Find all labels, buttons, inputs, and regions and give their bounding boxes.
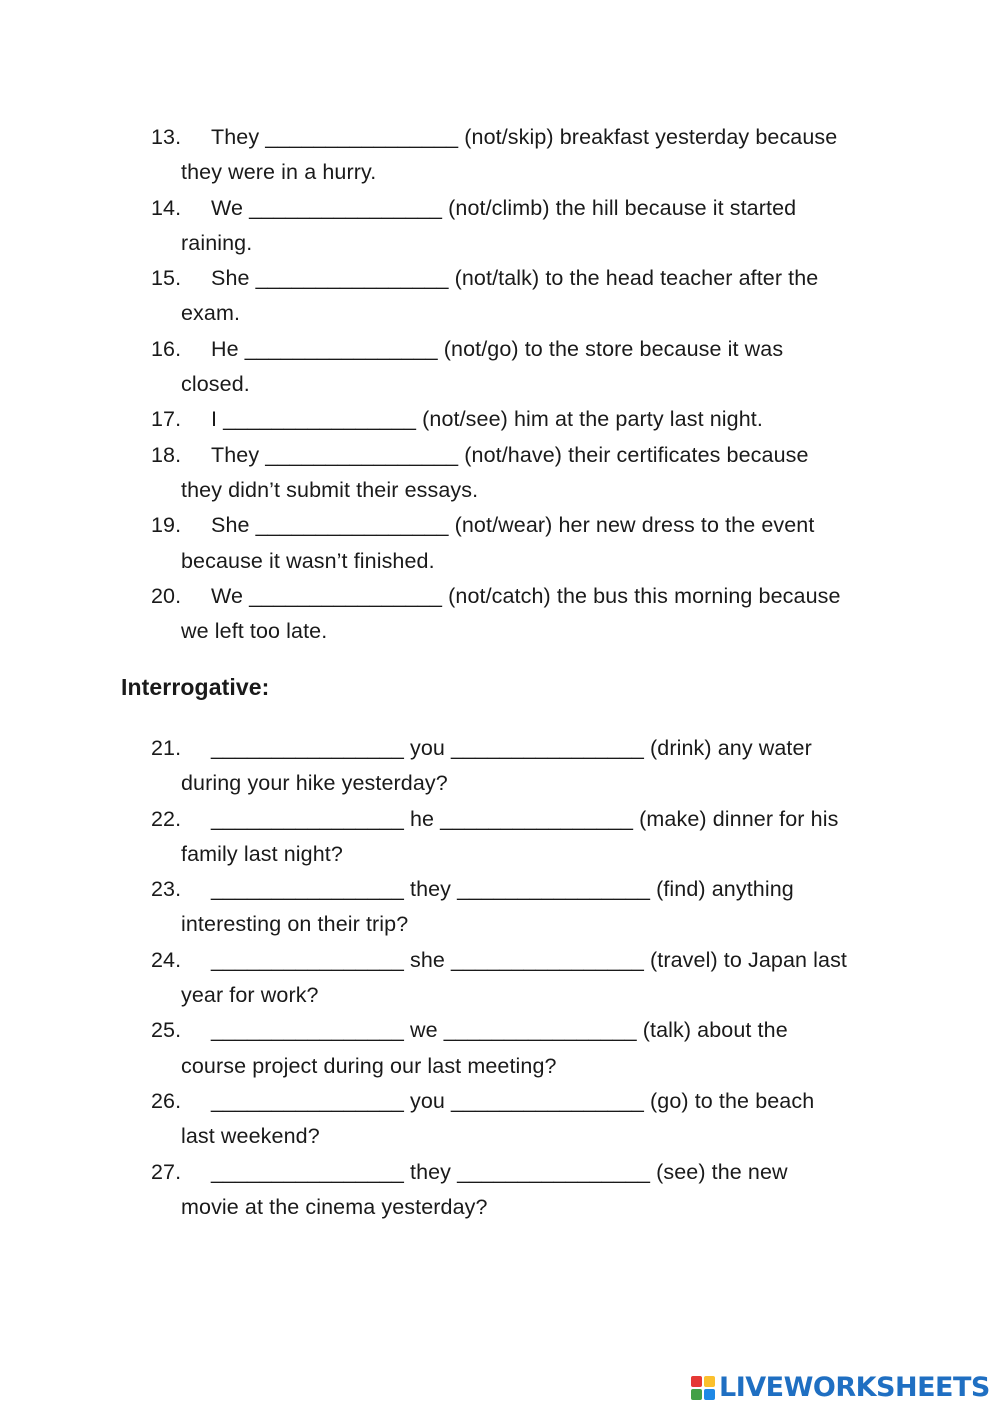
exercise-item-16: [151, 332, 891, 403]
exercise-item-14: [151, 191, 891, 262]
item-text-continued: family last night?: [181, 841, 343, 866]
item-text: ________________ they ________________ (see) the new: [211, 1159, 788, 1184]
liveworksheets-brand: [690, 1372, 990, 1404]
logo-square: [691, 1389, 702, 1400]
item-text: ________________ you ________________ (go) to the beach: [211, 1088, 815, 1113]
item-number: 27.: [151, 1159, 182, 1184]
item-text: We ________________ (not/catch) the bus this morning because: [211, 583, 841, 608]
item-text-continued: interesting on their trip?: [181, 912, 409, 937]
item-text-continued: we left too late.: [181, 619, 328, 644]
exercise-item-27: [151, 1155, 891, 1226]
item-text: I ________________ (not/see) him at the party last night.: [211, 407, 763, 432]
exercise-item-24: [151, 943, 891, 1014]
liveworksheets-logo-icon: [690, 1375, 716, 1401]
item-number: 22.: [151, 806, 182, 831]
item-text-continued: they didn’t submit their essays.: [181, 477, 479, 502]
item-text: ________________ she ________________ (travel) to Japan last: [211, 947, 847, 972]
item-text: ________________ they ________________ (find) anything: [211, 877, 794, 902]
item-text-continued: course project during our last meeting?: [181, 1053, 557, 1078]
item-text: We ________________ (not/climb) the hill because it started: [211, 195, 797, 220]
interrogative-exercise-list: [151, 731, 891, 1225]
item-text: ________________ you ________________ (drink) any water: [211, 736, 812, 760]
item-text: She ________________ (not/talk) to the head teacher after the: [211, 266, 819, 291]
item-text-continued: because it wasn’t finished.: [181, 548, 435, 573]
exercise-item-26: [151, 1084, 891, 1155]
exercise-item-15: [151, 261, 891, 332]
item-text: She ________________ (not/wear) her new dress to the event: [211, 513, 815, 538]
item-text: They ________________ (not/have) their certificates because: [211, 442, 809, 467]
brand-wordmark: LIVEWORKSHEETS: [719, 1372, 990, 1403]
exercise-item-23: [151, 872, 891, 943]
logo-square: [704, 1376, 715, 1387]
item-number: 18.: [151, 442, 182, 467]
item-number: 17.: [151, 407, 182, 432]
exercise-item-13: [151, 120, 891, 191]
item-number: 26.: [151, 1088, 182, 1113]
item-text-continued: last weekend?: [181, 1124, 320, 1149]
interrogative-heading: Interrogative:: [121, 674, 270, 700]
item-text: ________________ he ________________ (make) dinner for his: [211, 806, 839, 831]
item-number: 16.: [151, 336, 182, 361]
item-number: 25.: [151, 1018, 182, 1043]
exercise-item-22: [151, 802, 891, 873]
item-number: 19.: [151, 513, 182, 538]
negative-exercise-list: [151, 120, 891, 649]
exercise-item-25: [151, 1013, 891, 1084]
item-number: 14.: [151, 195, 182, 220]
item-text-continued: closed.: [181, 372, 250, 397]
item-number: 15.: [151, 266, 182, 291]
item-number: 21.: [151, 736, 182, 760]
item-number: 24.: [151, 947, 182, 972]
item-number: 20.: [151, 583, 182, 608]
exercise-item-20: [151, 579, 891, 650]
item-text: ________________ we ________________ (talk) about the: [211, 1018, 788, 1043]
item-text: He ________________ (not/go) to the store because it was: [211, 336, 784, 361]
item-text: They ________________ (not/skip) breakfast yesterday because: [211, 125, 838, 149]
item-text-continued: exam.: [181, 301, 241, 326]
item-text-continued: movie at the cinema yesterday?: [181, 1194, 488, 1219]
item-number: 23.: [151, 877, 182, 902]
exercise-item-21: [151, 731, 891, 802]
item-number: 13.: [151, 125, 182, 149]
logo-square: [704, 1389, 715, 1400]
exercise-item-17: [151, 402, 891, 437]
exercise-item-19: [151, 508, 891, 579]
item-text-continued: raining.: [181, 230, 253, 255]
exercise-item-18: [151, 438, 891, 509]
item-text-continued: year for work?: [181, 983, 319, 1008]
logo-square: [691, 1376, 702, 1387]
item-text-continued: they were in a hurry.: [181, 160, 377, 185]
item-text-continued: during your hike yesterday?: [181, 771, 448, 796]
